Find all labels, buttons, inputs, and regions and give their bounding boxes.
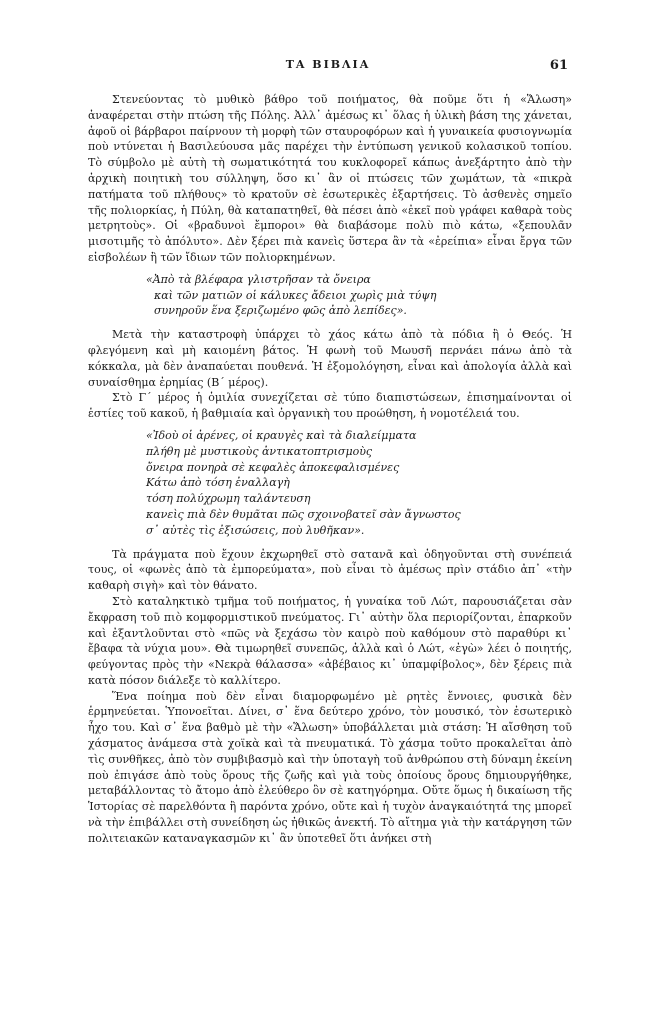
paragraph: Στὸ Γ´ μέρος ἡ ὁμιλία συνεχίζεται σὲ τύπο διαπιστώσεων, ἐπισημαίνονται οἱ ἑστίες τοῦ κακοῦ, ἡ βαθμιαία καὶ ὀργανικὴ του προώθηση, ἡ νομοτέλειά του. — [88, 391, 572, 421]
poem-line: τόση πολύχρωμη ταλάντευση — [146, 492, 311, 506]
poem-line: συνηροῦν ἕνα ξεριζωμένο φῶς ἀπὸ λεπίδες». — [154, 304, 407, 318]
poem-line: ὄνειρα πονηρὰ σὲ κεφαλὲς ἀποκεφαλισμένες — [146, 460, 400, 474]
paragraph: Τὰ πράγματα ποὺ ἔχουν ἐκχωρηθεῖ στὸ σατανᾶ καὶ ὁδηγοῦνται στὴ συνέπειά τους, οἱ «φωνὲς ἀπὸ τὰ ἐμπορεύματα», ποὺ εἶναι τὸ ἀμέσως πρὶν στάδιο ἀπ᾽ «τὴν καθαρὴ σιγὴ» καὶ τὸν θάνατο. — [88, 547, 572, 593]
poem-line: σ᾽ αὐτὲς τὶς ἐξισώσεις, ποὺ λυθῆκαν». — [146, 523, 365, 537]
paragraph: Στενεύοντας τὸ μυθικὸ βάθρο τοῦ ποιήματος, θὰ ποῦμε ὅτι ἡ «Ἅλωση» ἀναφέρεται στὴν πτώση τῆς Πόλης. Ἀλλ᾽ ἀμέσως κι᾽ ὅλας ἡ ὑλικὴ βάση της χάνεται, ἀφοῦ οἱ βάρβαροι παίρνουν τὴ μορφὴ τῶν σταυροφόρων καὶ ἡ γυναικεία φυσιογνωμία ποὺ ντύνεται ἡ Βασιλεύουσα μᾶς παρέχει τὴν ἐντύπωση γενικοῦ κολασικοῦ τοπίου. Τὸ σύμβολο μὲ αὐτὴ τὴ σωματικότητά του κυκλοφορεῖ κάπως ἀνεξάρτητο ἀπὸ τὴν ἀρχικὴ ποιητικὴ του σύλληψη, ὅσο κι᾽ ἂν οἱ πτώσεις τῶν χωμάτων, τὰ «πικρὰ πατήματα τοῦ πλήθους» τὸ κρατοῦν σὲ ἐσωτερικὲς ἐξαρτήσεις. Τὸ ἀσθενὲς σημεῖο τῆς πολιορκίας, ἡ Πύλη, θὰ καταπατηθεῖ, θὰ πέσει ἀπὸ «ἐκεῖ ποὺ γράφει καθαρὰ τοὺς μετρητοὺς». Οἱ «βραδυνοὶ ἔμποροι» θὰ διαβάσομε πολὺ πιὸ κάτω, «ξεπουλᾶν μισοτιμῆς τὸ ἀπόλυτο». Δὲν ξέρει πιὰ κανεὶς ὕστερα ἂν τὰ «ἐρείπια» εἶναι ἔργα τῶν εἰσβολέων ἢ τῶν ἴδιων τῶν πολιορκημένων. — [88, 93, 572, 264]
article-body — [88, 92, 572, 847]
poem-line: κανεὶς πιὰ δὲν θυμᾶται πῶς σχοινοβατεῖ σὰν ἄγνωστος — [146, 507, 461, 521]
paragraph: Μετὰ τὴν καταστροφὴ ὑπάρχει τὸ χάος κάτω ἀπὸ τὰ πόδια ἢ ὁ Θεός. Ἡ φλεγόμενη καὶ μὴ καιομένη βάτος. Ἡ φωνὴ τοῦ Μωυσῆ περνάει πάνω ἀπὸ τὰ κόκκαλα, μὰ δὲν ἀναπαύεται πουθενά. Ἡ ἐξομολόγηση, εἶναι καὶ ἀπολογία ἀλλὰ καὶ συναίσθημα ἐρημίας (Β´ μέρος). — [88, 328, 572, 389]
page-number: 61 — [549, 58, 568, 73]
poem-line: «Ἀπὸ τὰ βλέφαρα γλιστρῆσαν τὰ ὄνειρα — [146, 272, 371, 286]
paragraph: Στὸ καταληκτικὸ τμῆμα τοῦ ποιήματος, ἡ γυναίκα τοῦ Λώτ, παρουσιάζεται σὰν ἔκφραση τοῦ πιὸ κομφορμιστικοῦ πνεύματος. Γι᾽ αὐτὴν ὅλα περιορίζονται, ἐπαρκοῦν καὶ ἐξαντλοῦνται στὸ «πῶς νὰ ξεχάσω τὸν καιρὸ ποὺ καθόμουν στὸ παραθύρι κι᾽ ἔβαφα τὰ νύχια μου». Θὰ τιμωρηθεῖ συνεπῶς, ἀλλὰ καὶ ὁ Λώτ, «ἐγὼ» λέει ὁ ποιητής, φεύγοντας πρὸς τὴν «Νεκρὰ θάλασσα» «ἀβέβαιος κι᾽ ὑπαμφίβολος», δὲν ξέρεις πιὰ κατὰ πόσον διάλεξε τὸ καλλίτερο. — [88, 594, 572, 687]
poem-quote — [88, 272, 572, 319]
running-title: ΤΑ ΒΙΒΛΙΑ — [285, 58, 371, 71]
poem-quote — [88, 428, 572, 539]
page-header — [88, 58, 568, 78]
poem-line: πλήθη μὲ μυστικοὺς ἀντικατοπτρισμοὺς — [146, 444, 373, 458]
poem-line: καὶ τῶν ματιῶν οἱ κάλυκες ἄδειοι χωρὶς μιὰ τύψη — [154, 288, 437, 302]
poem-line: «Ἰδοὺ οἱ ἀρένες, οἱ κραυγὲς καὶ τὰ διαλείμματα — [146, 428, 417, 442]
paragraph: Ἕνα ποίημα ποὺ δὲν εἶναι διαμορφωμένο μὲ ρητὲς ἔννοιες, φυσικὰ δὲν ἑρμηνεύεται. Ὑπονοεῖται. Δίνει, σ᾽ ἕνα δεύτερο χρόνο, τὸν μουσικό, τὸν ἐσωτερικὸ ἦχο του. Καὶ σ᾽ ἕνα βαθμὸ μὲ τὴν «Ἅλωση» ὑποβάλλεται μιὰ στάση: Ἡ αἴσθηση τοῦ χάσματος ἀνάμεσα στὰ χοϊκὰ καὶ τὰ πνευματικά. Τὸ χάσμα τοῦτο προκαλεῖται ἀπὸ τὶς συνθῆκες, ἀπὸ τὸν συμβιβασμὸ καὶ τὴν ὑποταγὴ τοῦ ἀνθρώπου στὴ δύναμη ἐκείνη ποὺ ἐπιγάσε ἀπὸ τοὺς ὅρους τῆς ζωῆς καὶ γιὰ τοὺς ὁποίους ὅρους δημιουργήθηκε, μεταβάλλοντας τὸ ἄτομο ἀπὸ ἐλεύθερο ὂν σὲ κατηγόρημα. Οὔτε ὅμως ἡ δικαίωση τῆς Ἱστορίας σὲ παρελθόντα ἢ παρόντα χρόνο, οὔτε καὶ ἡ τυχὸν ἀναγκαιότητά της μπορεῖ νὰ τὴν ἐπιβάλλει στὴ συνείδηση ὡς ἠθικῶς ἀνεκτή. Τὸ αἴτημα γιὰ τὴν κατάργηση τῶν πολιτειακῶν καταναγκασμῶν κι᾽ ἂν ὑποτεθεῖ ὅτι ἀνήκει στὴ — [88, 689, 572, 845]
poem-line: Κάτω ἀπὸ τόση ἐναλλαγὴ — [146, 476, 290, 490]
